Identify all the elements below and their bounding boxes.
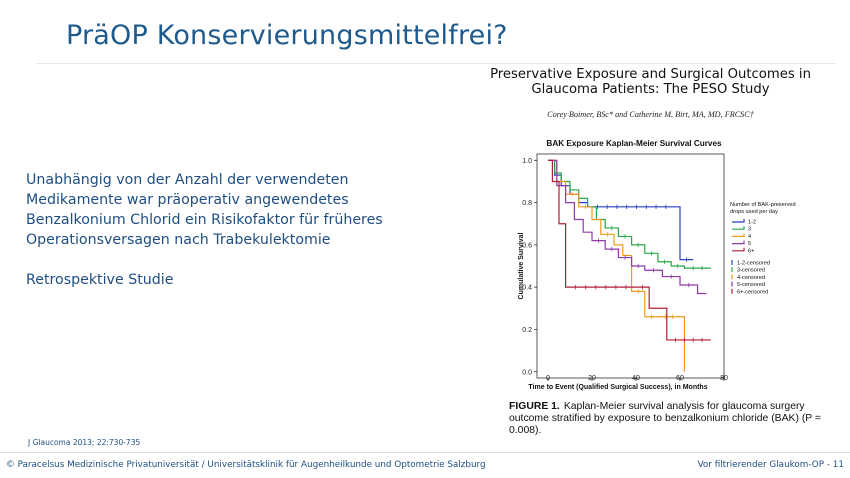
legend-swatch-5 (732, 241, 744, 244)
series-line-5 (548, 160, 706, 293)
series-line-3 (548, 160, 711, 268)
y-tick-label: 0.8 (522, 200, 532, 208)
legend-swatch-4 (732, 233, 744, 236)
legend-label-1-2: 1-2 (748, 219, 757, 226)
series-line-4 (548, 160, 684, 371)
legend-label-6+: 6+ (748, 248, 755, 255)
footer-divider (0, 452, 850, 453)
y-tick-label: 0.6 (522, 242, 532, 250)
legend-swatch-1-2 (732, 219, 744, 222)
y-tick-label: 1.0 (522, 157, 532, 165)
citation: J Glaucoma 2013; 22:730-735 (28, 438, 141, 447)
x-tick-label: 80 (720, 375, 728, 382)
caption-label: FIGURE 1. (509, 401, 560, 412)
body-paragraph-study-type: Retrospektive Studie (26, 272, 174, 288)
x-tick-label: 60 (676, 375, 684, 382)
paper-title-line-2: Glaucoma Patients: The PESO Study (531, 82, 770, 97)
body-paragraph-finding: Unabhängig von der Anzahl der verwendeten Medikamente war präoperativ angewendetes Benzalkonium Chlorid ein Risikofaktor für früheres Operationsversagen nach Trabekulektomie (26, 172, 383, 248)
x-tick-label: 20 (588, 375, 596, 382)
slide-title: PräOP Konservierungsmittelfrei? (66, 20, 508, 51)
legend-title-line-2: drops used per day (730, 209, 778, 215)
caption-text: Kaplan-Meier survival analysis for glaucoma surgery outcome stratified by exposure to benzalkonium chloride (BAK) (P = 0.008). (509, 401, 821, 436)
y-tick-label: 0.0 (522, 369, 532, 377)
chart-title: BAK Exposure Kaplan-Meier Survival Curves (546, 139, 722, 148)
footer-page-label: Vor filtrierender Glaukom-OP - 11 (697, 460, 844, 470)
legend-censored-label: 1-2-censored (737, 260, 770, 267)
kaplan-meier-chart (500, 130, 825, 396)
legend-censored-label: 4-censored (737, 274, 765, 281)
legend-censored-label: 5-censored (737, 282, 765, 289)
y-tick-label: 0.2 (522, 326, 532, 334)
legend-censored-label: 6+-censored (737, 289, 769, 296)
legend-label-4: 4 (748, 233, 752, 240)
figure-caption (509, 401, 821, 437)
footer-copyright: © Paracelsus Medizinische Privatuniversität / Universitätsklinik für Augenheilkunde und Optometrie Salzburg (6, 460, 486, 470)
slide-body (26, 170, 421, 290)
paper-title (478, 67, 823, 97)
legend-censored-label: 3-censored (737, 267, 765, 274)
series-line-6+ (548, 160, 711, 340)
legend-label-5: 5 (748, 241, 752, 248)
x-axis-label: Time to Event (Qualified Surgical Success), in Months (528, 384, 708, 391)
x-tick-label: 0 (546, 375, 550, 382)
legend-swatch-3 (732, 226, 744, 229)
y-axis-label: Cumulative Survival (518, 232, 525, 300)
x-tick-label: 40 (632, 375, 640, 382)
paper-title-line-1: Preservative Exposure and Surgical Outcomes in (490, 67, 811, 82)
title-divider (36, 63, 836, 64)
legend-swatch-6+ (732, 248, 744, 251)
y-tick-label: 0.4 (522, 284, 532, 292)
legend-title-line-1: Number of BAK-preserved (730, 202, 796, 208)
legend-label-3: 3 (748, 226, 752, 233)
paper-authors: Corey Boimer, BSc* and Catherine M. Birt, MA, MD, FRCSC† (547, 110, 754, 119)
